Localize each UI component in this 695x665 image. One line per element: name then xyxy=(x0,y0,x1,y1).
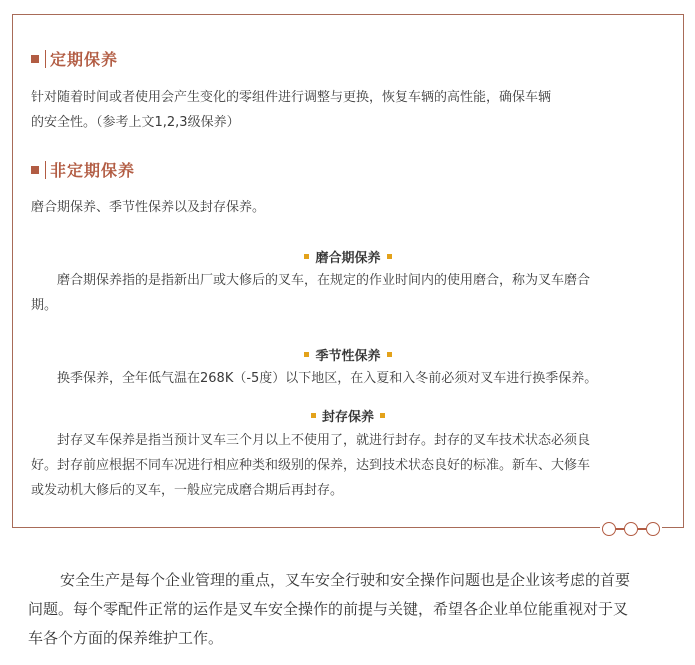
paragraph-line: 问题。每个零配件正常的运作是叉车安全操作的前提与关键，希望各企业单位能重视对于叉 xyxy=(28,600,629,618)
connector-line xyxy=(638,528,646,530)
dot-icon xyxy=(304,254,309,259)
dot-icon xyxy=(380,413,385,418)
dot-icon xyxy=(387,352,392,357)
section-heading-irregular xyxy=(31,158,135,181)
subsection-title: 封存保养 xyxy=(321,410,374,425)
paragraph-line: 换季保养，全年低气温在268K（-5度）以下地区，在入夏和入冬前必须对叉车进行换季保养。 xyxy=(57,371,598,386)
subsection-paragraph xyxy=(31,366,597,391)
subsection-title: 季节性保养 xyxy=(315,349,381,364)
subsection-paragraph xyxy=(31,268,590,318)
paragraph-line: 车各个方面的保养维护工作。 xyxy=(28,629,224,647)
dot-icon xyxy=(311,413,316,418)
circle-icon xyxy=(602,522,616,536)
paragraph-line: 或发动机大修后的叉车，一般应完成磨合期后再封存。 xyxy=(31,483,344,498)
paragraph-line: 封存叉车保养是指当预计叉车三个月以上不使用了，就进行封存。封存的叉车技术状态必须良 xyxy=(57,433,591,448)
paragraph-line: 安全生产是每个企业管理的重点，叉车安全行驶和安全操作问题也是企业该考虑的首要 xyxy=(60,571,631,589)
closing-paragraph xyxy=(28,566,688,653)
section-paragraph xyxy=(31,195,265,220)
content-card xyxy=(12,14,684,528)
dot-icon xyxy=(304,352,309,357)
square-bullet-icon xyxy=(31,166,39,174)
section-title: 非定期保养 xyxy=(50,161,136,180)
square-bullet-icon xyxy=(31,55,39,63)
divider xyxy=(45,161,46,179)
subsection-paragraph xyxy=(31,428,590,503)
divider xyxy=(45,50,46,68)
paragraph-line: 磨合期保养、季节性保养以及封存保养。 xyxy=(31,200,266,215)
dot-icon xyxy=(387,254,392,259)
circle-icon xyxy=(646,522,660,536)
subsection-heading xyxy=(13,345,683,364)
section-title: 定期保养 xyxy=(50,50,119,69)
paragraph-line: 的安全性。（参考上文1,2,3级保养） xyxy=(31,115,240,130)
circle-icon xyxy=(624,522,638,536)
subsection-heading xyxy=(13,247,683,266)
paragraph-line: 好。封存前应根据不同车况进行相应种类和级别的保养，达到技术状态良好的标准。新车、大修车 xyxy=(31,458,591,473)
section-paragraph xyxy=(31,85,551,135)
section-heading-regular xyxy=(31,47,118,70)
decorative-circles xyxy=(600,520,662,538)
connector-line xyxy=(616,528,624,530)
paragraph-line: 针对随着时间或者使用会产生变化的零组件进行调整与更换，恢复车辆的高性能，确保车辆 xyxy=(31,90,552,105)
subsection-heading xyxy=(13,406,683,425)
paragraph-line: 磨合期保养指的是指新出厂或大修后的叉车，在规定的作业时间内的使用磨合，称为叉车磨合 xyxy=(57,273,591,288)
subsection-title: 磨合期保养 xyxy=(315,251,381,266)
paragraph-line: 期。 xyxy=(31,298,58,313)
